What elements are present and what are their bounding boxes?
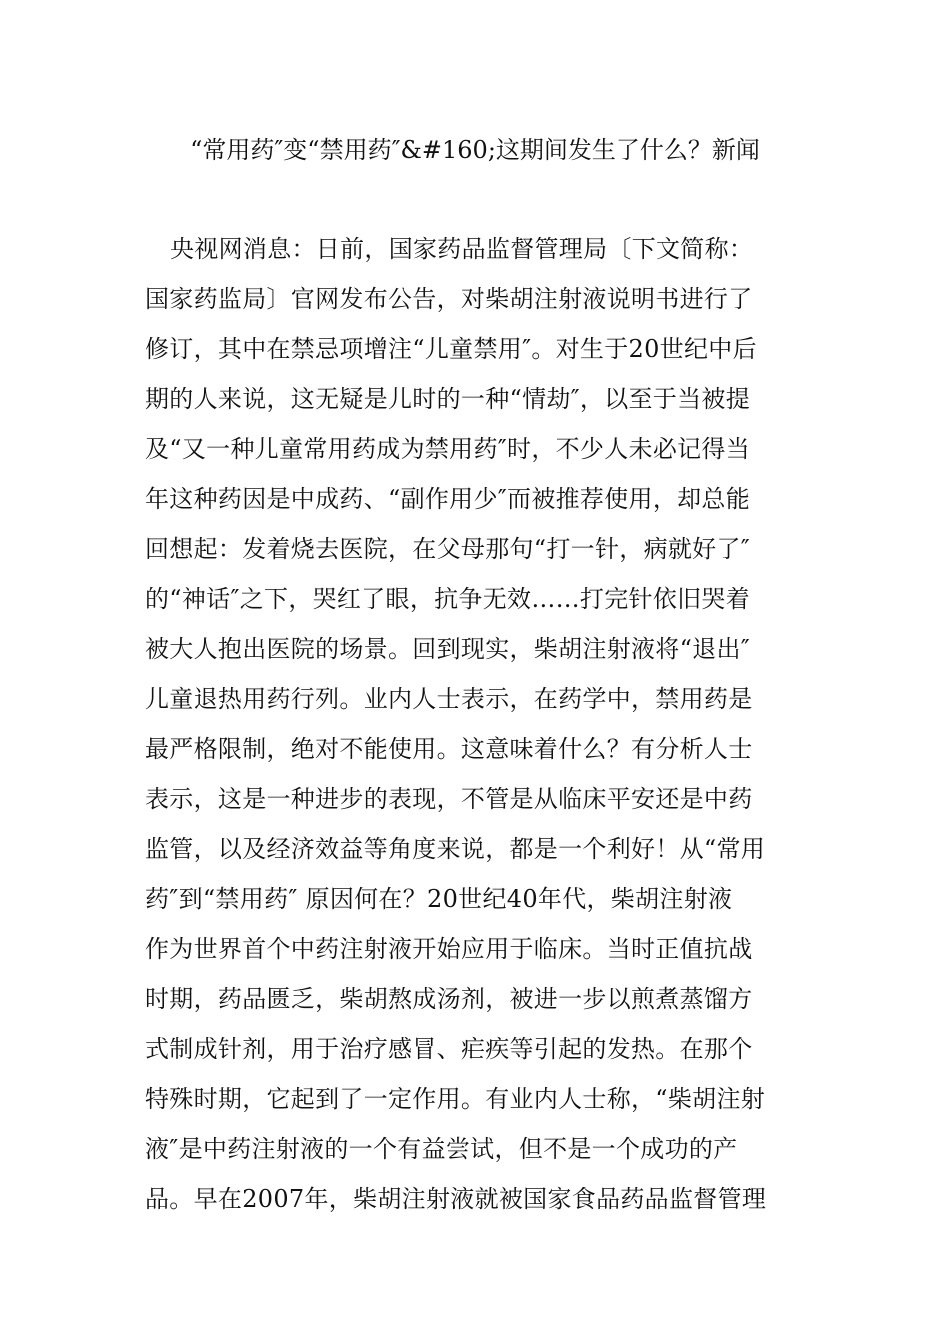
body-line-3: 修订，其中在禁忌项增注“儿童禁用″。对生于20世纪中后 bbox=[145, 335, 757, 363]
body-line-8: 的“神话″之下，哭红了眼，抗争无效……打完针依旧哭着 bbox=[145, 585, 751, 613]
body-line-18: 特殊时期，它起到了一定作用。有业内人士称，“柴胡注射 bbox=[145, 1085, 766, 1113]
body-line-2: 国家药监局〕官网发布公告，对柴胡注射液说明书进行了 bbox=[145, 285, 753, 313]
body-line-14: 药″到“禁用药″ 原因何在？20世纪40年代，柴胡注射液 bbox=[145, 885, 733, 913]
body-line-5: 及“又一种儿童常用药成为禁用药″时，不少人未必记得当 bbox=[145, 435, 751, 463]
body-line-19: 液″是中药注射液的一个有益尝试，但不是一个成功的产 bbox=[145, 1135, 738, 1163]
body-line-9: 被大人抱出医院的场景。回到现实，柴胡注射液将“退出″ bbox=[145, 635, 751, 663]
document-title: “常用药″变“禁用药″&#160;这期间发生了什么？新闻 bbox=[190, 136, 760, 164]
body-line-16: 时期，药品匮乏，柴胡熬成汤剂，被进一步以煎煮蒸馏方 bbox=[145, 985, 753, 1013]
body-line-11: 最严格限制，绝对不能使用。这意味着什么？有分析人士 bbox=[145, 735, 753, 763]
body-line-13: 监管，以及经济效益等角度来说，都是一个利好！从“常用 bbox=[145, 835, 766, 863]
body-line-1: 央视网消息：日前，国家药品监督管理局〔下文简称： bbox=[170, 235, 754, 263]
body-line-12: 表示，这是一种进步的表现，不管是从临床平安还是中药 bbox=[145, 785, 753, 813]
body-line-6: 年这种药因是中成药、“副作用少″而被推荐使用，却总能 bbox=[145, 485, 751, 513]
body-line-7: 回想起：发着烧去医院，在父母那句“打一针，病就好了″ bbox=[145, 535, 751, 563]
body-line-17: 式制成针剂，用于治疗感冒、疟疾等引起的发热。在那个 bbox=[145, 1035, 753, 1063]
body-line-10: 儿童退热用药行列。业内人士表示，在药学中，禁用药是 bbox=[145, 685, 753, 713]
body-line-15: 作为世界首个中药注射液开始应用于临床。当时正值抗战 bbox=[145, 935, 753, 963]
body-line-20: 品。早在2007年，柴胡注射液就被国家食品药品监督管理 bbox=[145, 1185, 767, 1213]
body-line-4: 期的人来说，这无疑是儿时的一种“情劫″，以至于当被提 bbox=[145, 385, 751, 413]
